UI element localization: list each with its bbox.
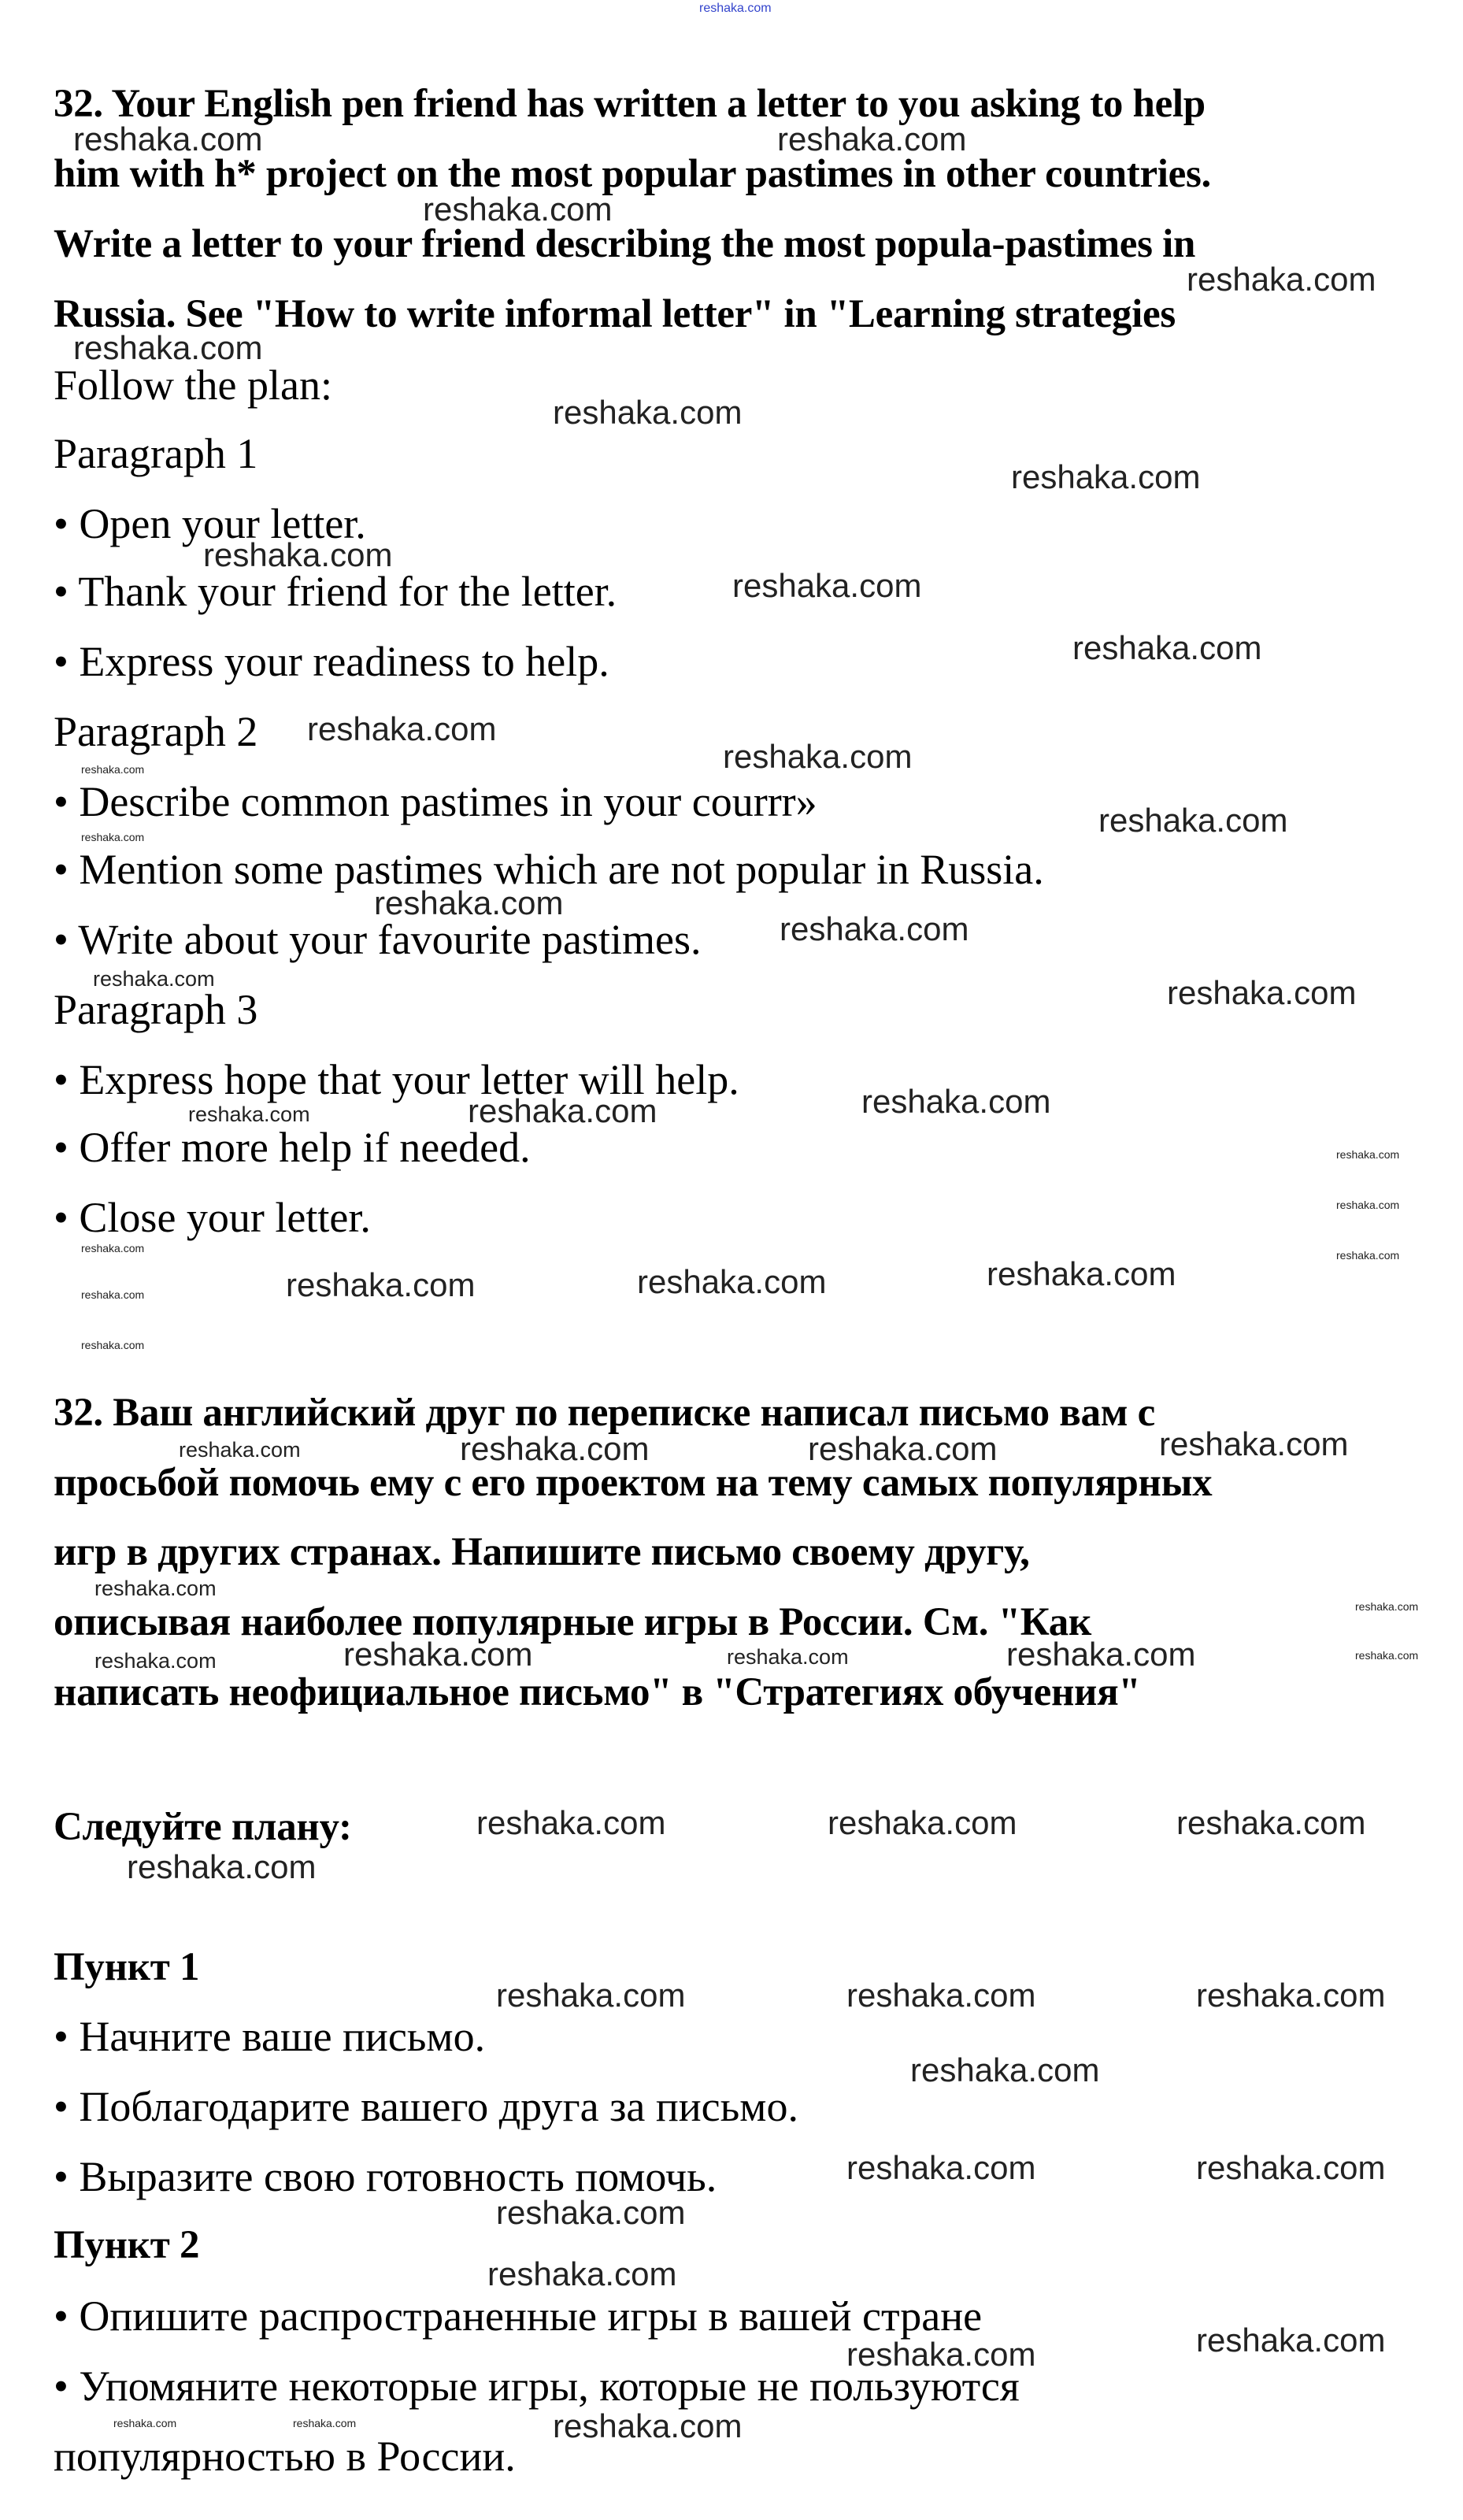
watermark: reshaka.com	[828, 1804, 1017, 1841]
watermark: reshaka.com	[1336, 1249, 1400, 1262]
watermark: reshaka.com	[113, 2417, 177, 2429]
watermark: reshaka.com	[81, 1339, 145, 1351]
watermark: reshaka.com	[93, 967, 215, 991]
watermark: reshaka.com	[1196, 1977, 1386, 2014]
watermark: reshaka.com	[476, 1804, 666, 1841]
watermark: reshaka.com	[861, 1083, 1051, 1120]
watermark: reshaka.com	[468, 1092, 657, 1129]
plan-item: • Выразите свою готовность помочь.	[54, 2153, 717, 2200]
watermark: reshaka.com	[1336, 1148, 1400, 1161]
plan-item: • Offer more help if needed.	[54, 1124, 531, 1171]
watermark: reshaka.com	[94, 1577, 217, 1600]
watermark: reshaka.com	[203, 536, 393, 573]
watermark: reshaka.com	[81, 831, 145, 843]
plan-item: • Write about your favourite pastimes.	[54, 916, 702, 963]
watermark: reshaka.com	[1011, 458, 1201, 495]
plan-item: • Поблагодарите вашего друга за письмо.	[54, 2083, 798, 2130]
plan-item: • Thank your friend for the letter.	[54, 568, 617, 615]
plan-item: • Close your letter.	[54, 1194, 371, 1241]
watermark: reshaka.com	[1072, 629, 1262, 666]
watermark: reshaka.com	[81, 1288, 145, 1301]
watermark: reshaka.com	[188, 1102, 310, 1126]
task-heading-line: описывая наиболее популярные игры в России. См. "Как	[54, 1600, 1091, 1644]
watermark: reshaka.com	[846, 2149, 1036, 2186]
watermark: reshaka.com	[343, 1636, 533, 1673]
task-heading-line: просьбой помочь ему с его проектом на тему самых популярных	[54, 1461, 1213, 1505]
watermark: reshaka.com	[910, 2051, 1100, 2088]
watermark: reshaka.com	[1159, 1425, 1349, 1462]
watermark: reshaka.com	[846, 1977, 1036, 2014]
plan-item: популярностью в России.	[54, 2433, 516, 2480]
task-heading-line: 32. Your English pen friend has written a letter to you asking to help	[54, 82, 1206, 126]
watermark: reshaka.com	[1167, 974, 1357, 1011]
plan-item: • Open your letter.	[54, 500, 366, 547]
watermark: reshaka.com	[374, 884, 564, 921]
watermark: reshaka.com	[1196, 2322, 1386, 2359]
watermark: reshaka.com	[808, 1430, 998, 1467]
watermark: reshaka.com	[81, 1242, 145, 1254]
task-heading-line: игр в других странах. Напишите письмо своему другу,	[54, 1530, 1030, 1574]
watermark: reshaka.com	[496, 2194, 686, 2231]
plan-item: • Начните ваше письмо.	[54, 2013, 486, 2060]
watermark: reshaka.com	[1187, 261, 1376, 298]
task-heading-line: Russia. See "How to write informal letter" in "Learning strategies	[54, 292, 1176, 336]
watermark: reshaka.com	[496, 1977, 686, 2014]
watermark: reshaka.com	[73, 329, 263, 366]
watermark: reshaka.com	[127, 1848, 317, 1885]
paragraph-title: Paragraph 3	[54, 986, 258, 1033]
paragraph-title: Paragraph 1	[54, 430, 258, 477]
watermark: reshaka.com	[293, 2417, 357, 2429]
plan-item: • Mention some pastimes which are not popular in Russia.	[54, 846, 1044, 893]
watermark: reshaka.com	[1196, 2149, 1386, 2186]
watermark: reshaka.com	[460, 1430, 650, 1467]
plan-item: • Упомяните некоторые игры, которые не пользуются	[54, 2362, 1020, 2410]
watermark: reshaka.com	[780, 910, 969, 947]
plan-item: • Express hope that your letter will help.	[54, 1056, 739, 1103]
watermark: reshaka.com	[1355, 1649, 1419, 1662]
plan-label: Follow the plan:	[54, 361, 332, 409]
watermark: reshaka.com	[732, 567, 922, 604]
watermark: reshaka.com	[423, 191, 613, 228]
watermark: reshaka.com	[487, 2255, 677, 2292]
watermark: reshaka.com	[179, 1438, 301, 1462]
watermark: reshaka.com	[1006, 1636, 1196, 1673]
watermark: reshaka.com	[81, 763, 145, 776]
watermark: reshaka.com	[987, 1255, 1176, 1292]
paragraph-title: Paragraph 2	[54, 708, 258, 755]
watermark: reshaka.com	[723, 738, 913, 775]
paragraph-title: Пункт 2	[54, 2223, 200, 2267]
plan-item: • Describe common pastimes in your courrr»	[54, 778, 817, 825]
watermark: reshaka.com	[846, 2336, 1036, 2373]
task-heading-line: him with h* project on the most popular pastimes in other countries.	[54, 152, 1211, 196]
watermark: reshaka.com	[94, 1649, 217, 1673]
watermark: reshaka.com	[1336, 1199, 1400, 1211]
watermark: reshaka.com	[1176, 1804, 1366, 1841]
task-heading-line: Write a letter to your friend describing the most popula-pastimes in	[54, 222, 1196, 266]
watermark: reshaka.com	[73, 120, 263, 158]
paragraph-title: Пункт 1	[54, 1945, 200, 1989]
watermark: reshaka.com	[553, 2407, 743, 2444]
watermark: reshaka.com	[637, 1263, 827, 1300]
task-heading-line: написать неофициальное письмо" в "Стратегиях обучения"	[54, 1670, 1141, 1714]
watermark: reshaka.com	[553, 394, 743, 431]
watermark: reshaka.com	[699, 2, 772, 15]
plan-label: Следуйте плану:	[54, 1805, 352, 1849]
watermark: reshaka.com	[307, 710, 497, 747]
watermark: reshaka.com	[777, 120, 967, 158]
watermark: reshaka.com	[286, 1266, 476, 1303]
watermark: reshaka.com	[727, 1645, 849, 1669]
task-heading-line: 32. Ваш английский друг по переписке написал письмо вам с	[54, 1391, 1155, 1435]
watermark: reshaka.com	[1098, 802, 1288, 839]
plan-item: • Express your readiness to help.	[54, 638, 609, 685]
plan-item: • Опишите распространенные игры в вашей стране	[54, 2292, 983, 2340]
watermark: reshaka.com	[1355, 1600, 1419, 1613]
